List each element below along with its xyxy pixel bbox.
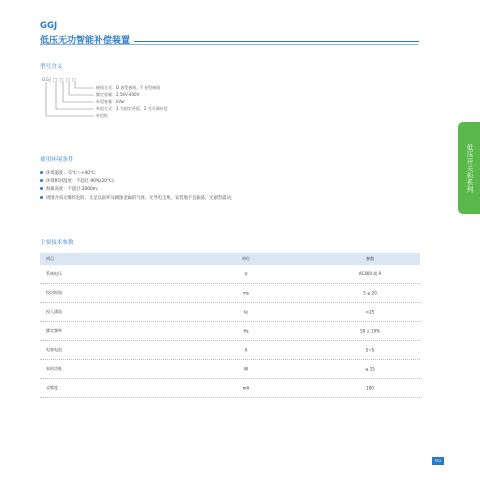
cell-unit: ms bbox=[243, 290, 249, 296]
cell-unit: Ie bbox=[244, 309, 248, 315]
table-row bbox=[40, 284, 420, 303]
cell-value: 100 bbox=[366, 385, 374, 391]
model-connector-lines bbox=[42, 82, 102, 122]
cell-value: 5~5 bbox=[365, 347, 375, 353]
column-header-item: 项目 bbox=[46, 256, 54, 261]
env-item-medium: 周围介质无爆炸危险，无足以损坏及腐蚀金属的气体，无导电尘埃，安装地不宜振荡，无剧烈震动。 bbox=[40, 195, 235, 201]
specs-heading: 主要技术参数 bbox=[40, 240, 74, 246]
env-heading: 使用环境条件 bbox=[40, 157, 74, 163]
env-item-temperature: 环境温度：-5℃～+40℃； bbox=[40, 170, 99, 176]
table-row bbox=[40, 322, 420, 341]
cell-item: 电容电流 bbox=[46, 347, 62, 352]
column-header-value: 参数 bbox=[366, 256, 374, 261]
cell-value: ≤ 15 bbox=[365, 366, 375, 372]
cell-item: 本机功耗 bbox=[46, 366, 62, 371]
table-row bbox=[40, 303, 420, 322]
model-code: GGJ □ □ □ □ bbox=[42, 77, 77, 82]
specs-table bbox=[40, 253, 420, 398]
cell-item: 灵敏度 bbox=[46, 385, 58, 390]
cell-value: AC400 或 9 bbox=[358, 271, 382, 276]
cell-unit: Hz bbox=[243, 328, 249, 334]
table-row bbox=[40, 341, 420, 360]
page-number: P52 bbox=[432, 457, 444, 465]
cell-item: 额定频率 bbox=[46, 328, 62, 333]
env-item-humidity: 环境相对湿度：不超过 90%(20℃)； bbox=[40, 178, 118, 184]
cell-value: 50 ± 10% bbox=[360, 328, 380, 334]
table-row bbox=[40, 379, 420, 398]
table-row bbox=[40, 265, 420, 284]
cell-unit: V bbox=[244, 271, 248, 277]
model-line-capacity: 补偿容量：kVar bbox=[96, 99, 125, 104]
cell-unit: A bbox=[244, 347, 248, 353]
product-name-title: 低压无功智能补偿装置 bbox=[40, 36, 131, 46]
cell-item: 投入涌流 bbox=[46, 309, 62, 314]
table-header-row bbox=[40, 253, 420, 265]
cell-item: 投切时间 bbox=[46, 290, 62, 295]
cell-value: 5 ≤ 20 bbox=[363, 290, 377, 296]
model-line-voltage: 额定容量：2.5KV-400V bbox=[96, 92, 140, 97]
title-underline bbox=[40, 44, 418, 45]
title-rule bbox=[134, 41, 419, 42]
product-code-title: GGJ bbox=[40, 21, 58, 31]
cell-unit: W bbox=[244, 366, 248, 372]
model-heading: 型号含义 bbox=[40, 64, 63, 70]
column-header-unit: 单位 bbox=[242, 256, 250, 261]
env-item-altitude: 海拔高度：不超过 2000m； bbox=[40, 186, 101, 192]
cell-unit: mA bbox=[242, 385, 250, 391]
model-line-cabinet: 补偿柜 bbox=[96, 113, 108, 118]
cell-item: 系统电压 bbox=[46, 271, 62, 276]
series-side-tab: 低压开关柜系列 bbox=[458, 122, 480, 214]
model-line-wiring: 接线方式：D 表型接线，Y 星型接线 bbox=[96, 85, 161, 90]
table-row bbox=[40, 360, 420, 379]
cell-value: <25 bbox=[365, 309, 375, 315]
model-line-mode: 补偿方式：1 为固定补偿，2 为可调补偿 bbox=[96, 106, 168, 111]
